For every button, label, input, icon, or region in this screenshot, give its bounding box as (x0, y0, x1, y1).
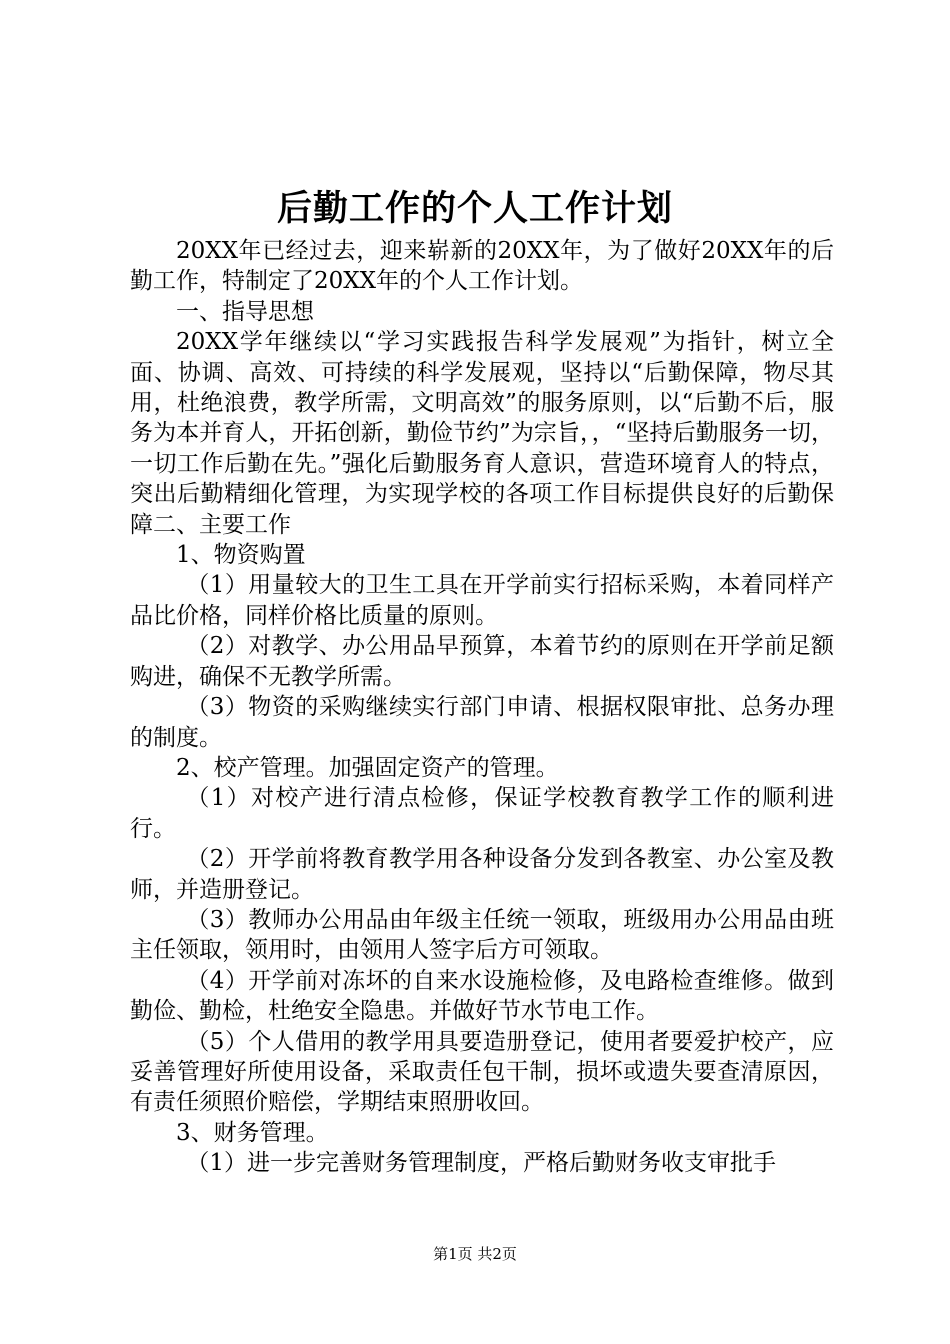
paragraph-item: （3）物资的采购继续实行部门申请、根据权限审批、总务办理的制度。 (130, 694, 834, 751)
paragraph-item: （1）对校产进行清点检修，保证学校教育教学工作的顺利进行。 (130, 785, 834, 842)
paragraph-item: （1）用量较大的卫生工具在开学前实行招标采购，本着同样产品比价格，同样价格比质量的原则。 (130, 572, 834, 629)
document-body (130, 236, 834, 1179)
heading-material-purchase: 1、物资购置 (176, 542, 306, 569)
paragraph-item: （1）进一步完善财务管理制度，严格后勤财务收支审批手 (186, 1150, 776, 1177)
paragraph-item: （3）教师办公用品由年级主任统一领取，班级用办公用品由班主任领取，领用时，由领用人签字后方可领取。 (130, 906, 834, 964)
paragraph-intro: 20XX年已经过去，迎来崭新的20XX年，为了做好20XX年的后勤工作，特制定了20XX年的个人工作计划。 (130, 238, 834, 295)
heading-asset-management: 2、校产管理。加强固定资产的管理。 (176, 754, 559, 781)
heading-guiding-thought: 一、指导思想 (176, 298, 314, 325)
paragraph-item: （5）个人借用的教学用具要造册登记，使用者要爱护校产，应妥善管理好所使用设备，采取责任包干制，损坏或遗失要查清原因，有责任须照价赔偿，学期结束照册收回。 (130, 1028, 834, 1116)
heading-finance-management: 3、财务管理。 (176, 1119, 329, 1146)
document-title: 后勤工作的个人工作计划 (276, 188, 673, 229)
paragraph-item: （2）对教学、办公用品早预算，本着节约的原则在开学前足额购进，确保不无教学所需。 (130, 633, 834, 690)
paragraph-item: （4）开学前对冻坏的自来水设施检修，及电路检查维修。做到勤俭、勤检，杜绝安全隐患。并做好节水节电工作。 (130, 967, 834, 1025)
page-number: 第1页 共2页 (433, 1245, 517, 1263)
paragraph-item: （2）开学前将教育教学用各种设备分发到各教室、办公室及教师，并造册登记。 (130, 846, 834, 903)
paragraph-guiding-thought: 20XX学年继续以“学习实践报告科学发展观”为指针，树立全面、协调、高效、可持续的科学发展观，坚持以“后勤保障，物尽其用，杜绝浪费，教学所需，文明高效”的服务原则，以“后勤不后，服务为本并育人，开拓创新，勤俭节约”为宗旨，，“坚持后勤服务一切，一切工作后勤在先。”强化后勤服务育人意识，营造环境育人的特点，突出后勤精细化管理，为实现学校的各项工作目标提供良好的后勤保障二、主要工作 (130, 329, 834, 538)
